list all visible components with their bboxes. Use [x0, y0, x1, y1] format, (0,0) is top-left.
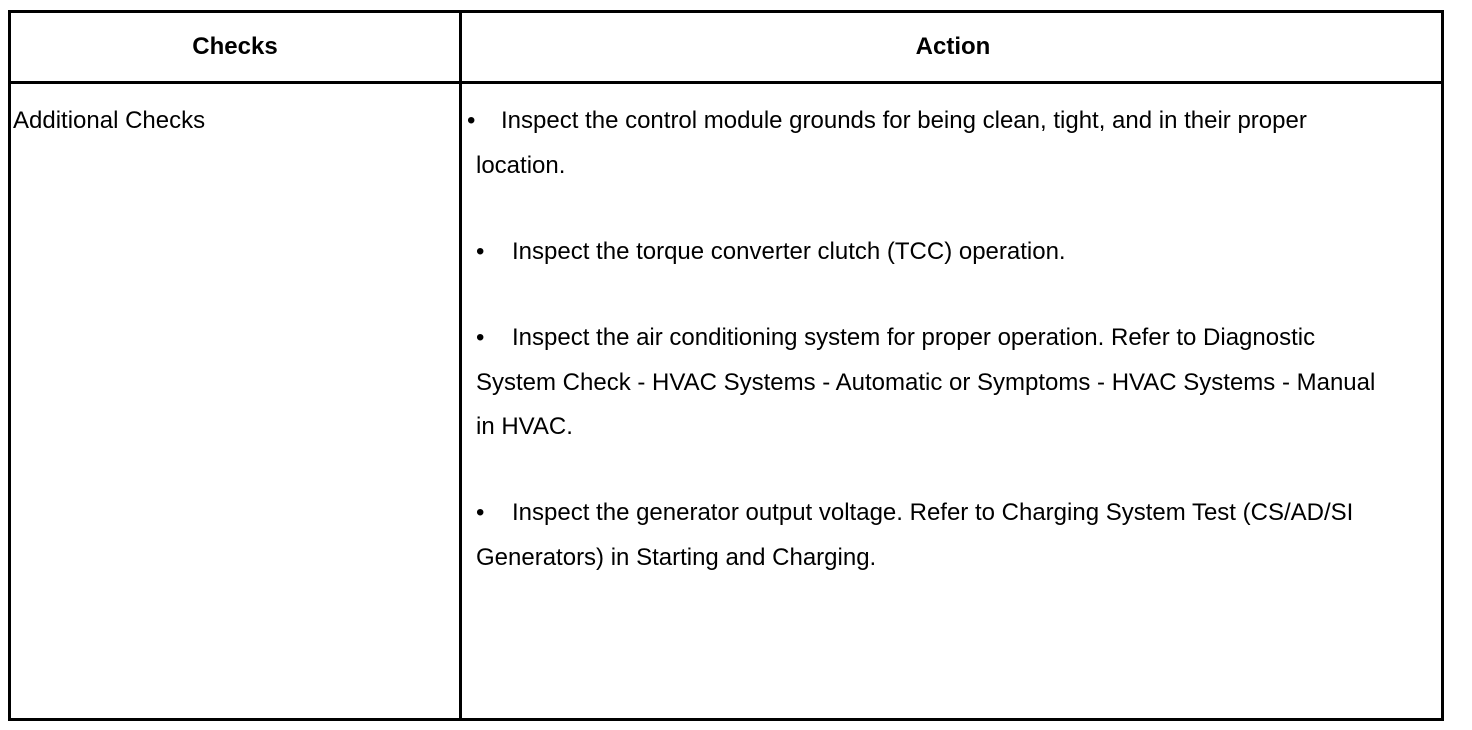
check-cell-additional-checks: Additional Checks: [13, 107, 206, 134]
header-divider: [11, 81, 1441, 84]
checks-action-table: [8, 10, 1444, 721]
header-checks: Checks: [192, 33, 278, 60]
action-item: [476, 230, 1376, 275]
action-text: Inspect the control module grounds for being clean, tight, and in their proper location.: [476, 107, 1307, 179]
action-text: Inspect the torque converter clutch (TCC) operation.: [512, 238, 1066, 265]
action-text: Inspect the generator output voltage. Refer to Charging System Test (CS/AD/SI Generators) in Starting and Charging.: [476, 499, 1354, 571]
header-action: Action: [915, 33, 991, 60]
action-item: [476, 316, 1376, 450]
bullet: •: [476, 238, 485, 265]
action-item: [467, 99, 1376, 188]
bullet: •: [476, 499, 485, 526]
bullet: •: [467, 107, 476, 134]
action-text: Inspect the air conditioning system for proper operation. Refer to Diagnostic System Check - HVAC Systems - Automatic or Symptoms - HVAC Systems - Manual in HVAC.: [476, 324, 1376, 440]
action-item: [476, 491, 1376, 580]
column-divider: [459, 13, 462, 718]
bullet: •: [476, 324, 485, 351]
